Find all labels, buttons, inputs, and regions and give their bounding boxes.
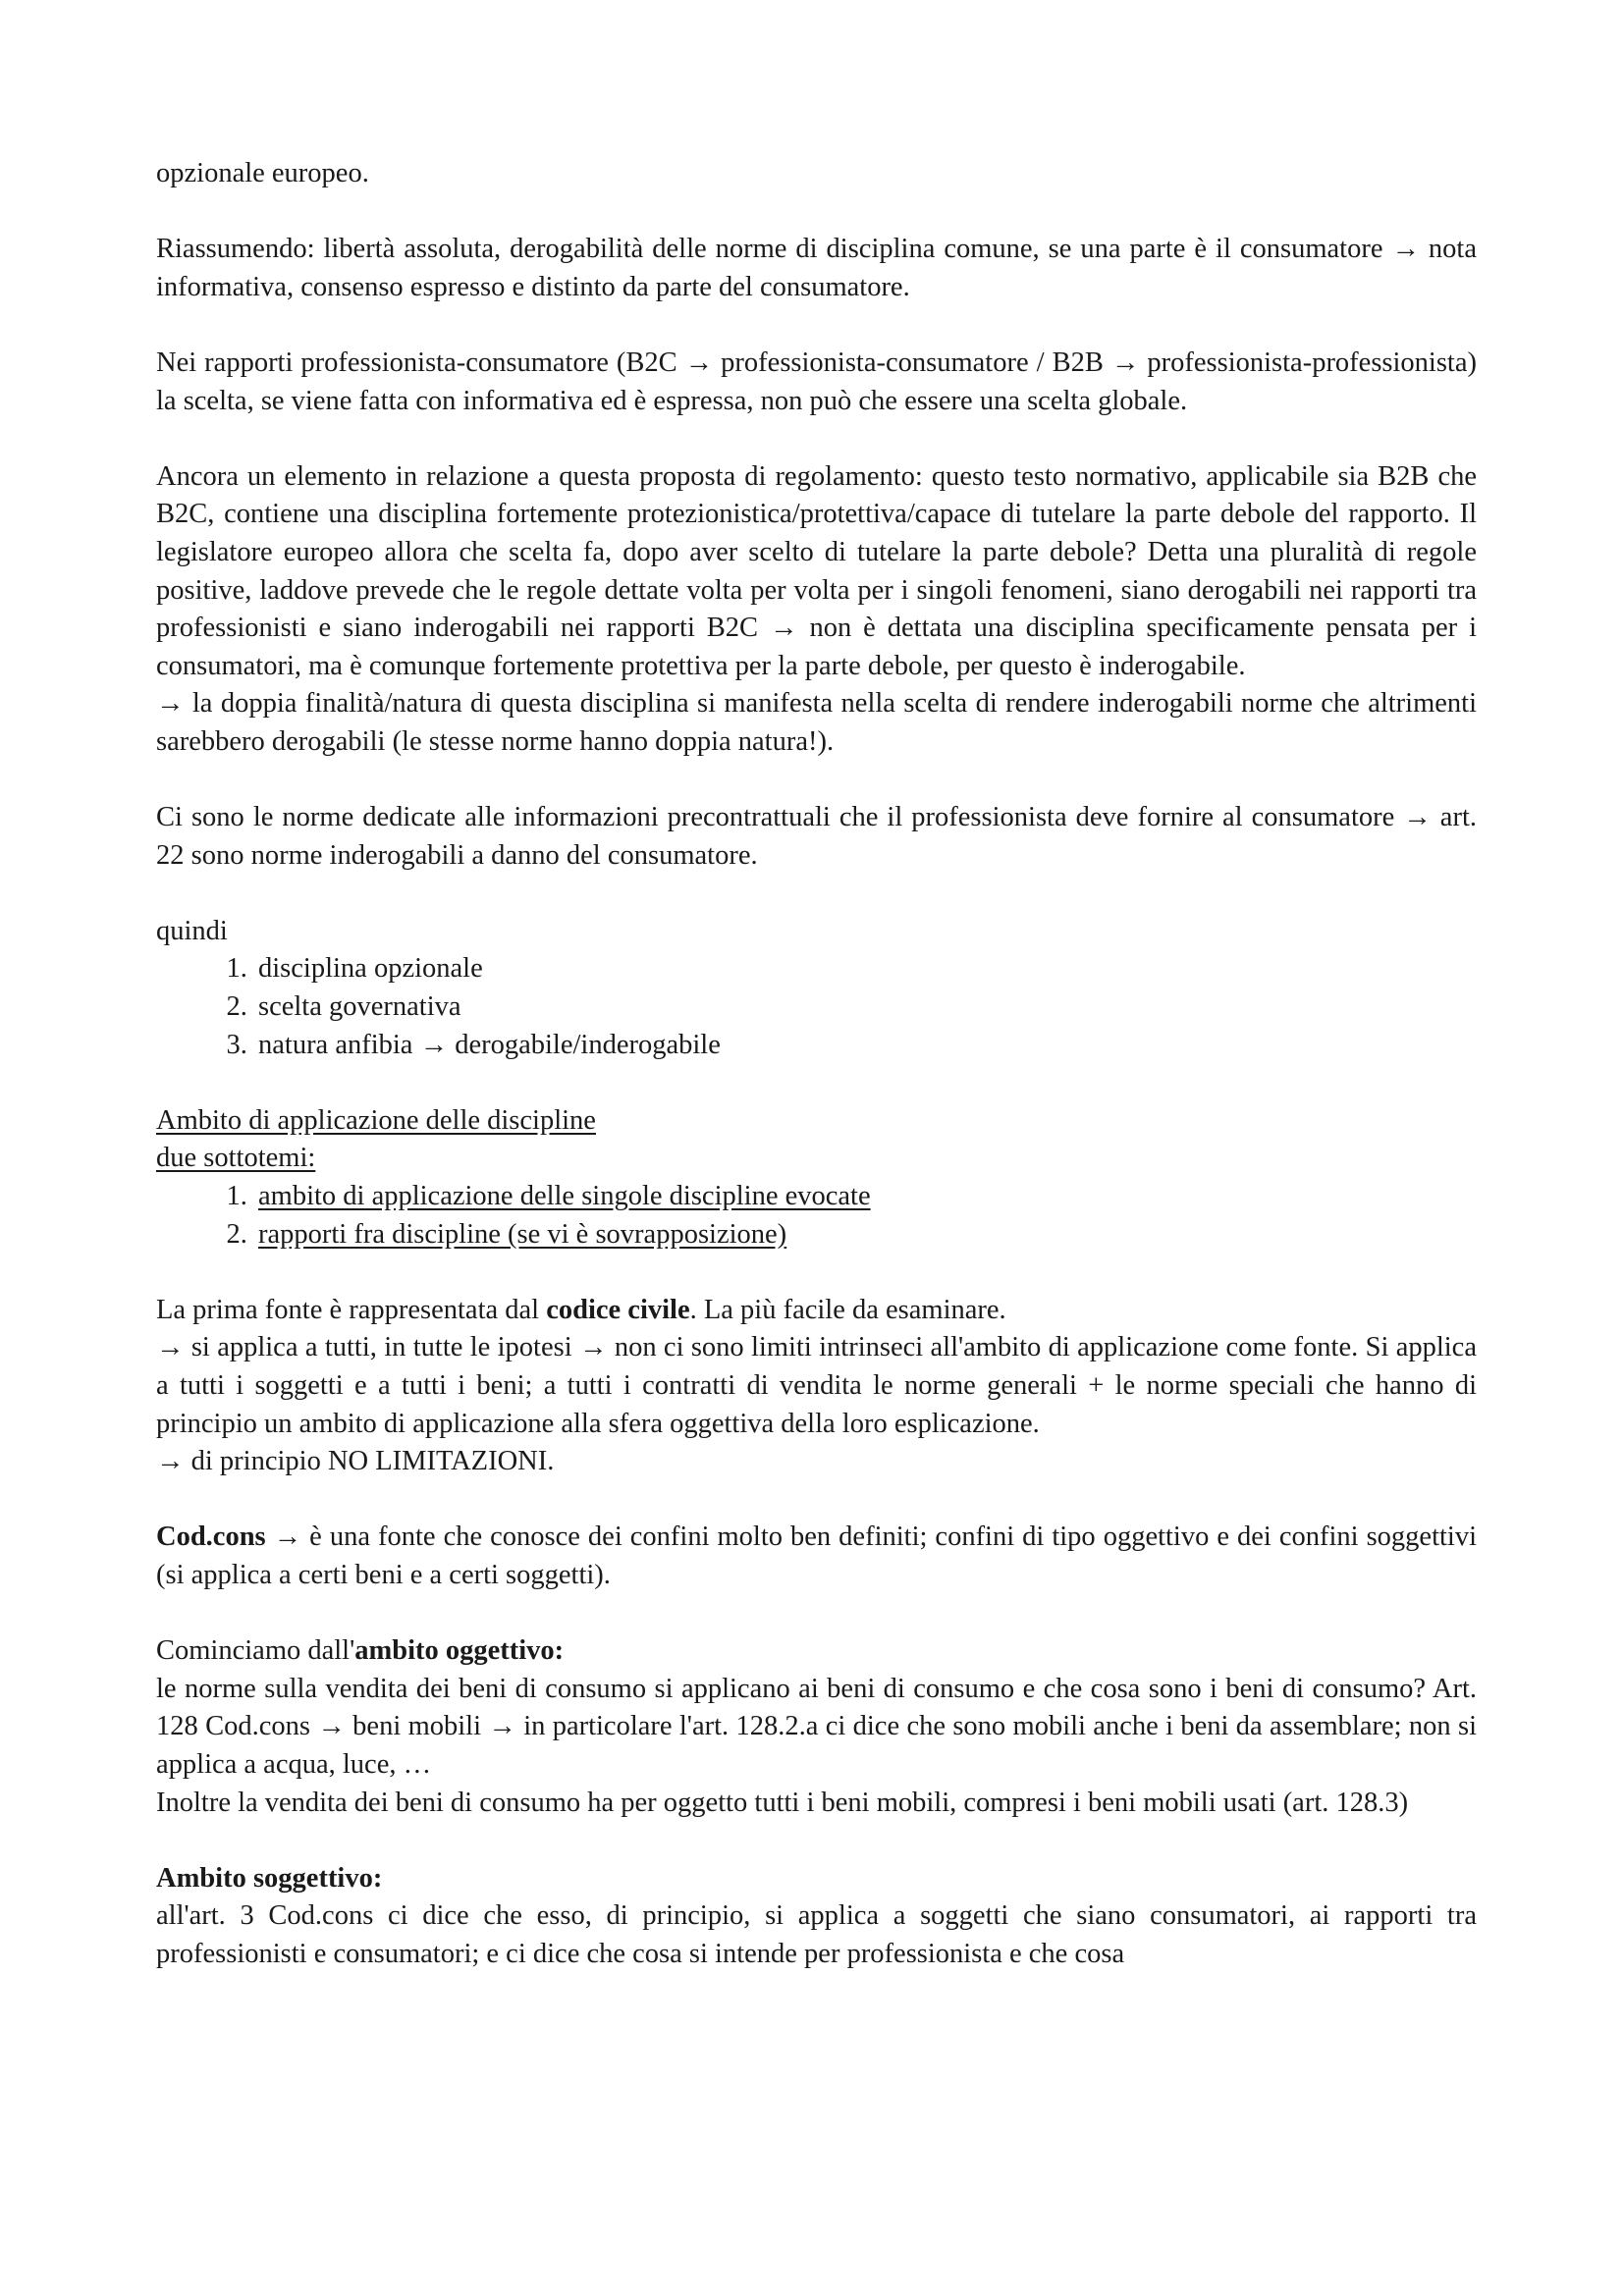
paragraph bbox=[156, 1519, 1477, 1594]
list-item bbox=[254, 1178, 1477, 1216]
text-run: . La più facile da esaminare. bbox=[689, 1294, 1006, 1325]
list-item-text: ambito di applicazione delle singole discipline evocate bbox=[258, 1181, 871, 1212]
paragraph bbox=[156, 1632, 1477, 1671]
numbered-list bbox=[156, 1178, 1477, 1254]
paragraph: le norme sulla vendita dei beni di consumo si applicano ai beni di consumo e che cosa sono i beni di consumo? Art. 128 Cod.cons → beni mobili → in particolare l'art. 128.2.a ci dice che sono mobili anche i beni da assemblare; non si applica a acqua, luce, … bbox=[156, 1673, 1477, 1780]
document-page bbox=[156, 155, 1477, 1974]
paragraph: all'art. 3 Cod.cons ci dice che esso, di principio, si applica a soggetti che siano consumatori, ai rapporti tra professionisti e consumatori; e ci dice che cosa si intende per professionista e che cosa bbox=[156, 1900, 1477, 1969]
list-item: 3. natura anfibia → derogabile/inderogabile bbox=[254, 1027, 1477, 1065]
text-run: La prima fonte è rappresentata dal bbox=[156, 1294, 547, 1325]
paragraph bbox=[156, 1292, 1477, 1330]
paragraph: opzionale europeo. bbox=[156, 158, 369, 188]
paragraph: quindi bbox=[156, 915, 228, 946]
bold-text: Cod.cons bbox=[156, 1522, 266, 1553]
paragraph: Riassumendo: libertà assoluta, derogabilità delle norme di disciplina comune, se una parte è il consumatore → nota informativa, consenso espresso e distinto da parte del consumatore. bbox=[156, 234, 1477, 302]
bold-text: ambito oggettivo: bbox=[354, 1635, 565, 1667]
paragraph: → si applica a tutti, in tutte le ipotesi → non ci sono limiti intrinseci all'ambito di applicazione come fonte. Si applica a tutti i soggetti e a tutti i beni; a tutti i contratti di vendita le norme generali + le norme speciali che hanno di principio un ambito di applicazione alla sfera oggettiva della loro esplicazione. bbox=[156, 1332, 1477, 1439]
list-item: 1. disciplina opzionale bbox=[254, 950, 1477, 988]
bold-text: codice civile bbox=[546, 1294, 690, 1325]
text-run: Cominciamo dall' bbox=[156, 1635, 355, 1667]
list-item bbox=[254, 1216, 1477, 1255]
paragraph: Ci sono le norme dedicate alle informazioni precontrattuali che il professionista deve fornire al consumatore → art. 22 sono norme inderogabili a danno del consumatore. bbox=[156, 802, 1477, 871]
section-heading: Ambito di applicazione delle discipline bbox=[156, 1104, 596, 1136]
subheading: Ambito soggettivo: bbox=[156, 1862, 383, 1894]
numbered-list bbox=[156, 950, 1477, 1064]
paragraph: Nei rapporti professionista-consumatore (B2C → professionista-consumatore / B2B → professionista-professionista) la scelta, se viene fatta con informativa ed è espressa, non può che essere una scelta globale. bbox=[156, 347, 1477, 416]
subheading: due sottotemi: bbox=[156, 1143, 316, 1174]
paragraph: → la doppia finalità/natura di questa disciplina si manifesta nella scelta di rendere inderogabili norme che altrimenti sarebbero derogabili (le stesse norme hanno doppia natura!). bbox=[156, 688, 1477, 757]
list-item-text: rapporti fra discipline (se vi è sovrapposizione) bbox=[258, 1218, 787, 1250]
list-item: 2. scelta governativa bbox=[254, 988, 1477, 1027]
text-run: → è una fonte che conosce dei confini molto ben definiti; confini di tipo oggettivo e dei confini soggettivi (si applica a certi beni e a certi soggetti). bbox=[156, 1522, 1477, 1590]
paragraph: → di principio NO LIMITAZIONI. bbox=[156, 1446, 555, 1477]
paragraph: Ancora un elemento in relazione a questa proposta di regolamento: questo testo normativo, applicabile sia B2B che B2C, contiene una disciplina fortemente protezionistica/protettiva/capace di tutelare la parte debole del rapporto. Il legislatore europeo allora che scelta fa, dopo aver scelto di tutelare la parte debole? Detta una pluralità di regole positive, laddove prevede che le regole dettate volta per volta per i singoli fenomeni, siano derogabili nei rapporti tra professionisti e siano inderogabili nei rapporti B2C → non è dettata una disciplina specificamente pensata per i consumatori, ma è comunque fortemente protettiva per la parte debole, per questo è inderogabile. bbox=[156, 460, 1477, 681]
paragraph: Inoltre la vendita dei beni di consumo ha per oggetto tutti i beni mobili, compresi i beni mobili usati (art. 128.3) bbox=[156, 1787, 1409, 1818]
